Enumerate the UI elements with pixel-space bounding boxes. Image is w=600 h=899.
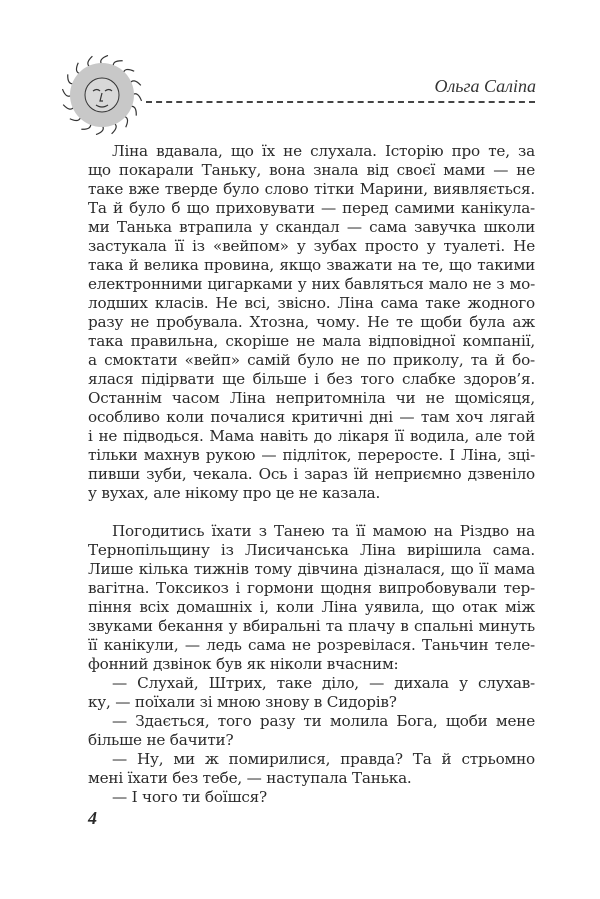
text-line: електронними цигарками у них бавляться мало не з мо-: [88, 275, 535, 293]
text-line: і не підводься. Мама навіть до лікаря її водила, але той: [88, 427, 535, 445]
text-line: Та й було б що приховувати — перед самими канікула-: [88, 199, 535, 217]
text-line: — Здається, того разу ти молила Бога, щоби мене: [112, 712, 535, 730]
text-line: така й велика провина, якщо зважати на те, що такими: [88, 256, 535, 274]
text-line: Лише кілька тижнів тому дівчина дізналася, що її мама: [88, 560, 535, 578]
text-line: фонний дзвінок був як ніколи вчасним:: [88, 655, 399, 673]
page-body: [88, 142, 535, 807]
text-line: застукала її із «вейпом» у зубах просто у туалеті. Не: [88, 237, 535, 255]
header-divider: [146, 101, 535, 103]
text-line: ми Танька втрапила у скандал — сама завучка школи: [88, 218, 535, 236]
text-line: Тернопільщину із Лисичанська Ліна вирішила сама.: [88, 541, 535, 559]
text-line: таке вже тверде було слово тітки Марини, виявляється.: [88, 180, 535, 198]
text-line: лодших класів. Не всі, звісно. Ліна сама таке жодного: [88, 294, 535, 312]
text-line: а смоктати «вейп» самій було не по приколу, та й бо-: [88, 351, 535, 369]
text-line: тільки махнув рукою — підліток, переросте. І Ліна, зці-: [88, 446, 535, 464]
text-line: Ліна вдавала, що їх не слухала. Історію про те, за: [112, 142, 535, 160]
text-line: — Слухай, Штрих, таке діло, — дихала у слухав-: [112, 674, 535, 692]
running-header-author: Ольга Саліпа: [434, 76, 536, 96]
text-line: Погодитись їхати з Танею та її мамою на Різдво на: [112, 522, 535, 540]
text-line: особливо коли почалися критичні дні — там хоч лягай: [88, 408, 535, 426]
paragraph-gap: [88, 503, 535, 522]
text-line: звуками бекання у вбиральні та плачу в спальні минуть: [88, 617, 535, 635]
text-line: пивши зуби, чекала. Ось і зараз їй неприємно дзвеніло: [88, 465, 535, 483]
text-line: мені їхати без тебе, — наступала Танька.: [88, 769, 412, 787]
text-line: її канікули, — ледь сама не розревілася. Таньчин теле-: [88, 636, 535, 654]
text-line: що покарали Таньку, вона знала від своєї мами — не: [88, 161, 535, 179]
text-line: у вухах, але нікому про це не казала.: [88, 484, 381, 502]
text-line: ку, — поїхали зі мною знову в Сидорів?: [88, 693, 397, 711]
text-line: така правильна, скоріше не мала відповідної компанії,: [88, 332, 535, 350]
sun-icon: [62, 55, 142, 135]
text-line: — І чого ти боїшся?: [112, 788, 268, 806]
text-line: разу не пробувала. Хтозна, чому. Не те щоби була аж: [88, 313, 535, 331]
text-line: — Ну, ми ж помирилися, правда? Та й стрьомно: [112, 750, 535, 768]
text-line: Останнім часом Ліна непритомніла чи не щомісяця,: [88, 389, 535, 407]
text-line: піння всіх домашніх і, коли Ліна уявила, що отак між: [88, 598, 535, 616]
text-line: більше не бачити?: [88, 731, 234, 749]
text-line: вагітна. Токсикоз і гормони щодня випробовували тер-: [88, 579, 535, 597]
page-number: 4: [88, 808, 97, 828]
text-line: ялася підірвати ще більше і без того слабке здоров’я.: [88, 370, 535, 388]
